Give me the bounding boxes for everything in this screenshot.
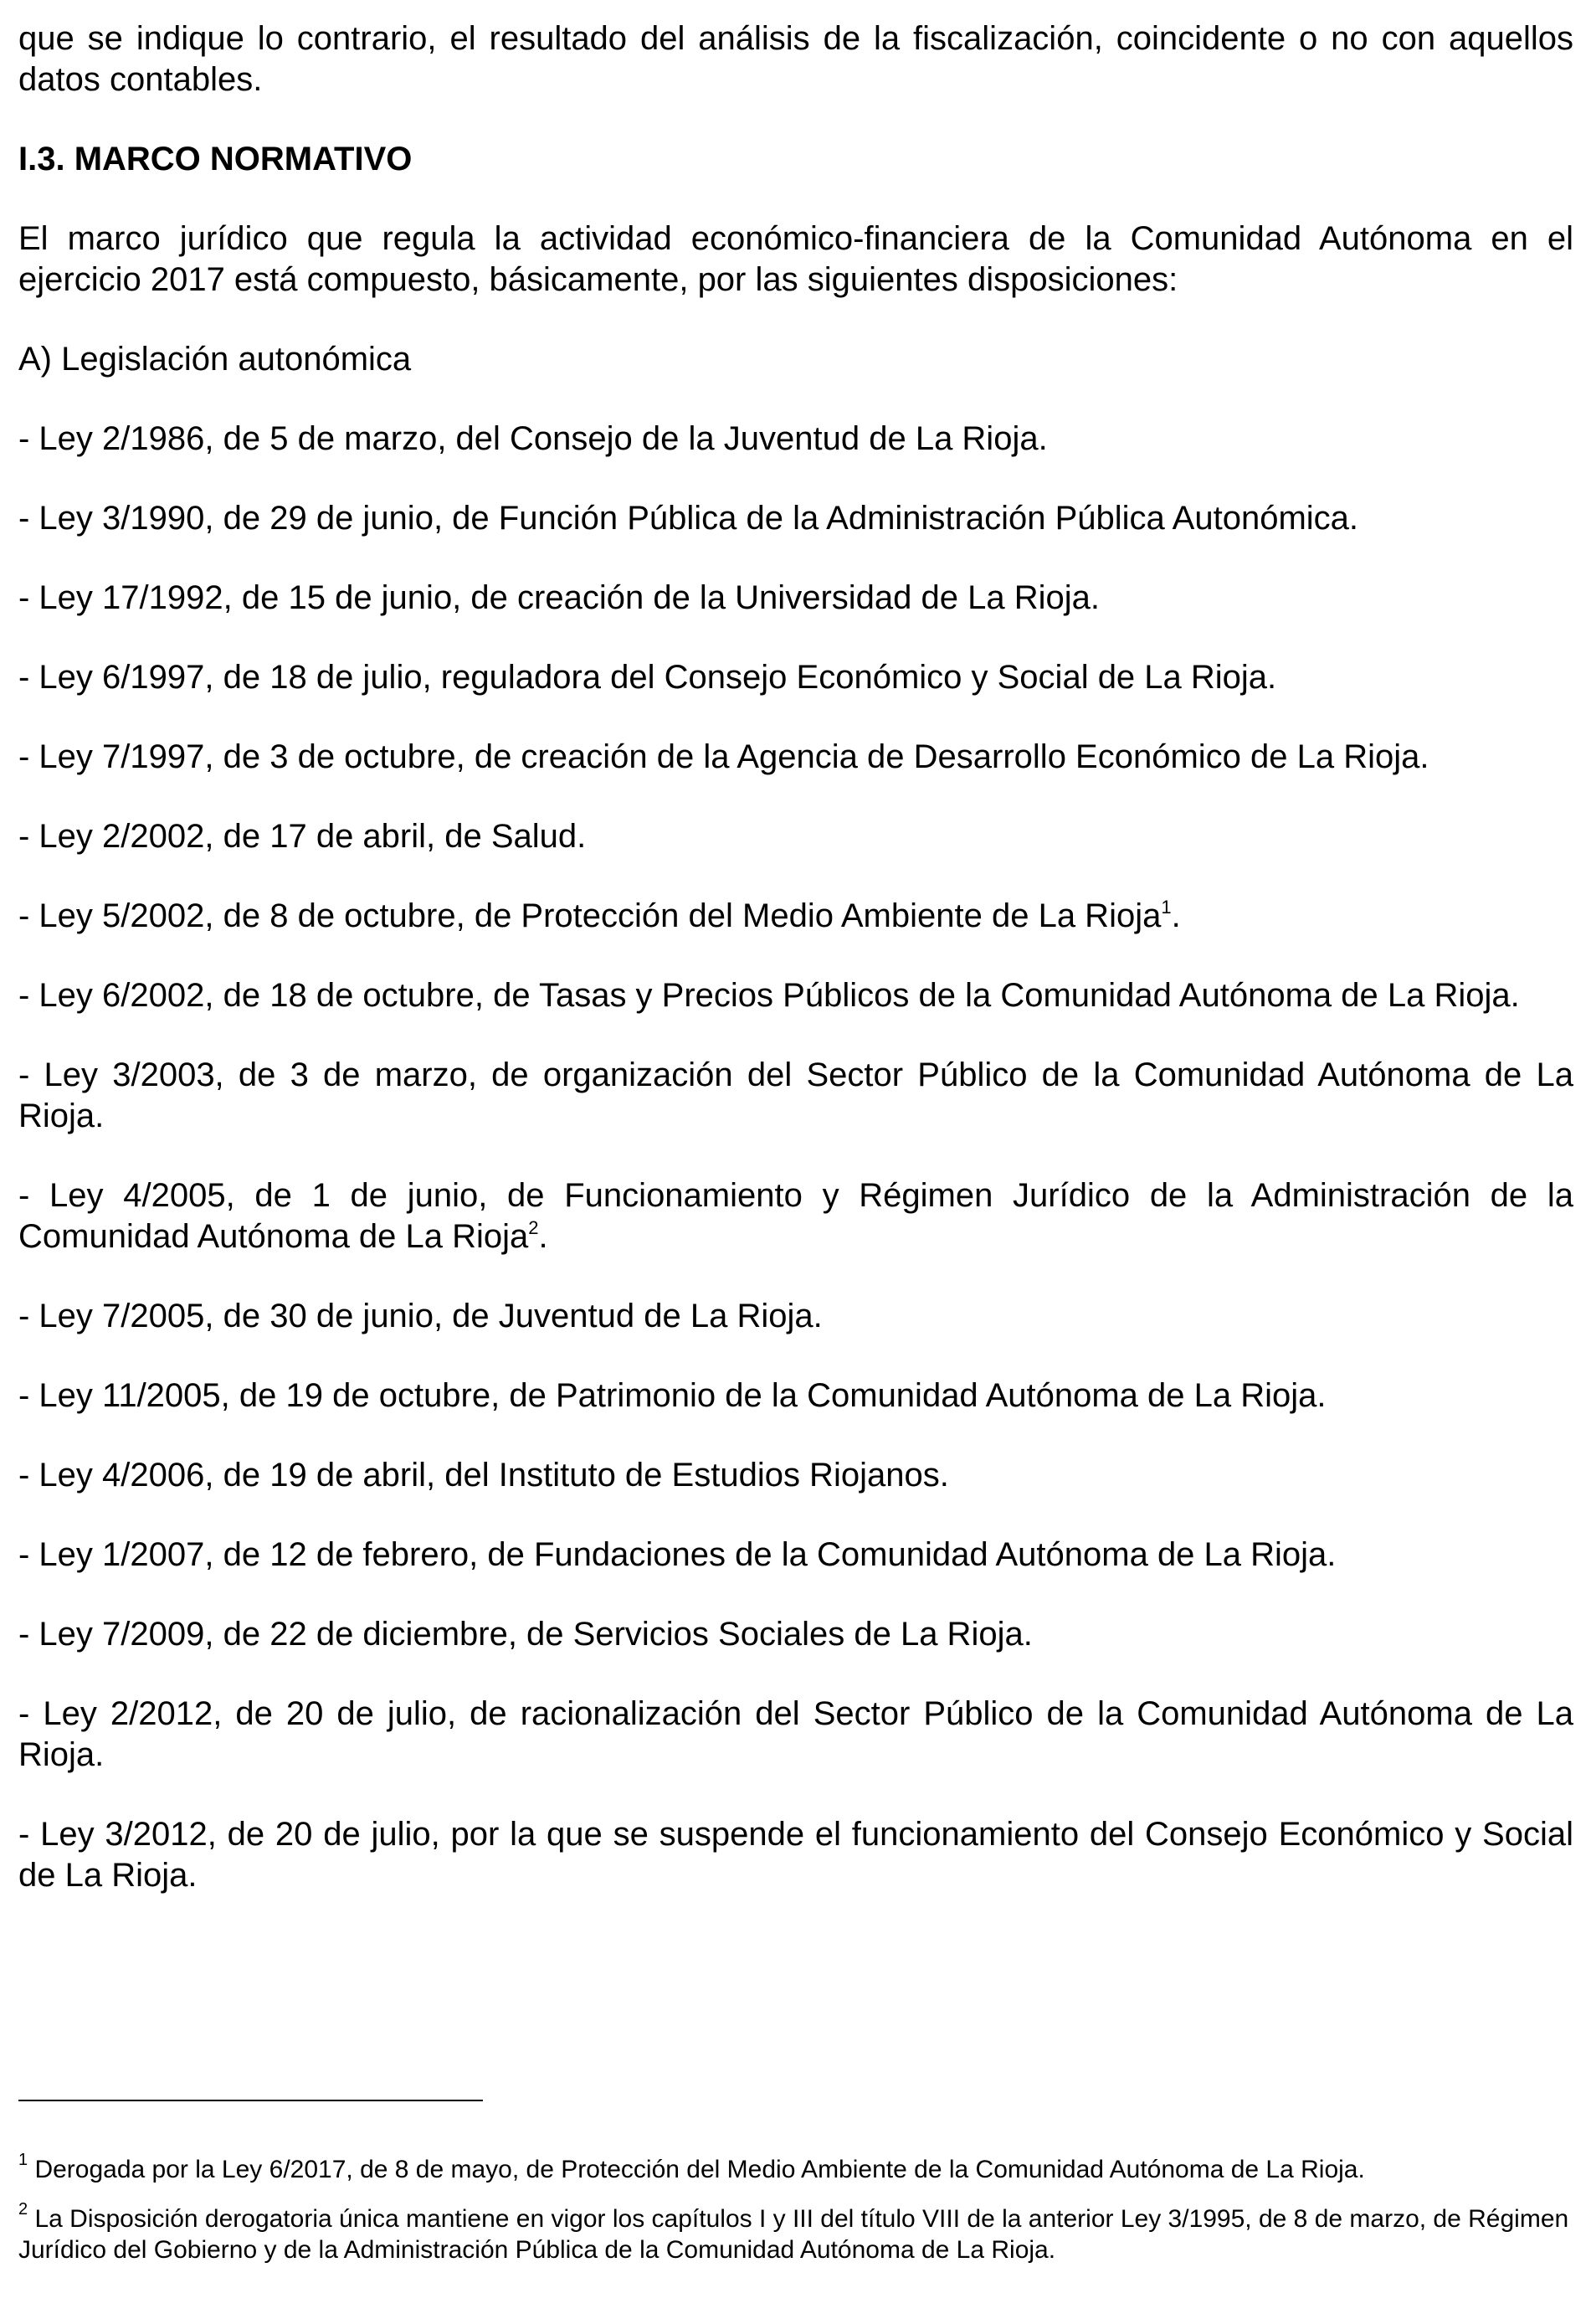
law-item: - Ley 11/2005, de 19 de octubre, de Patrimonio de la Comunidad Autónoma de La Rioja. — [18, 1377, 1327, 1414]
law-item: - Ley 3/1990, de 29 de junio, de Función Pública de la Administración Pública Autonómica. — [18, 500, 1359, 537]
law-item: - Ley 4/2005, de 1 de junio, de Funcionamiento y Régimen Jurídico de la Administración de la Comunidad Autónoma de La Rioja$^2$. — [18, 1177, 1573, 1255]
intro-tail-paragraph: que se indique lo contrario, el resultado del análisis de la fiscalización, coincidente o no con aquellos datos contables. — [18, 20, 1573, 98]
law-item: - Ley 17/1992, de 15 de junio, de creación de la Universidad de La Rioja. — [18, 579, 1100, 616]
footnote-mark: 1 — [18, 2151, 28, 2169]
footnote-mark: 2 — [18, 2200, 28, 2219]
law-item: - Ley 7/1997, de 3 de octubre, de creación de la Agencia de Desarrollo Económico de La Rioja. — [18, 738, 1429, 775]
law-item: - Ley 7/2005, de 30 de junio, de Juventud de La Rioja. — [18, 1298, 823, 1334]
law-item: - Ley 3/2003, de 3 de marzo, de organización del Sector Público de la Comunidad Autónoma de La Rioja. — [18, 1057, 1573, 1134]
footnote-separator — [18, 2100, 483, 2101]
law-item: - Ley 4/2006, de 19 de abril, del Instituto de Estudios Riojanos. — [18, 1457, 949, 1494]
law-item: - Ley 3/2012, de 20 de julio, por la que se suspende el funcionamiento del Consejo Económico y Social de La Rioja. — [18, 1816, 1573, 1894]
subsection-label: A) Legislación autonómica — [18, 341, 412, 378]
law-item: - Ley 2/2002, de 17 de abril, de Salud. — [18, 818, 587, 855]
footnote-2: $^2$ La Disposición derogatoria única mantiene en vigor los capítulos I y III del título VIII de la anterior Ley 3/1995, de 8 de marzo, de Régimen Jurídico del Gobierno y de la Administración Pública de la Comunidad Autónoma de La Rioja. — [18, 2200, 1569, 2264]
document-page — [18, 18, 1573, 1896]
law-item: - Ley 5/2002, de 8 de octubre, de Protección del Medio Ambiente de La Rioja$^1$. — [18, 896, 1181, 934]
law-item: - Ley 6/1997, de 18 de julio, reguladora del Consejo Económico y Social de La Rioja. — [18, 659, 1277, 696]
footnote-ref[interactable]: 2 — [528, 1216, 539, 1238]
footnote-1: $^1$ Derogada por la Ley 6/2017, de 8 de mayo, de Protección del Medio Ambiente de la Comunidad Autónoma de La Rioja. — [18, 2151, 1365, 2183]
law-item: - Ley 7/2009, de 22 de diciembre, de Servicios Sociales de La Rioja. — [18, 1616, 1033, 1653]
law-item: - Ley 6/2002, de 18 de octubre, de Tasas y Precios Públicos de la Comunidad Autónoma de La Rioja. — [18, 977, 1520, 1014]
footnotes — [18, 2151, 1573, 2284]
section-intro-paragraph: El marco jurídico que regula la actividad económico-financiera de la Comunidad Autónoma en el ejercicio 2017 está compuesto, básicamente, por las siguientes disposiciones: — [18, 220, 1573, 298]
footnote-ref[interactable]: 1 — [1161, 896, 1172, 918]
law-item: - Ley 2/2012, de 20 de julio, de racionalización del Sector Público de la Comunidad Autónoma de La Rioja. — [18, 1695, 1573, 1773]
section-heading: I.3. MARCO NORMATIVO — [18, 141, 413, 177]
law-item: - Ley 1/2007, de 12 de febrero, de Fundaciones de la Comunidad Autónoma de La Rioja. — [18, 1536, 1337, 1573]
law-item: - Ley 2/1986, de 5 de marzo, del Consejo de la Juventud de La Rioja. — [18, 420, 1048, 457]
law-list — [18, 380, 1573, 1896]
